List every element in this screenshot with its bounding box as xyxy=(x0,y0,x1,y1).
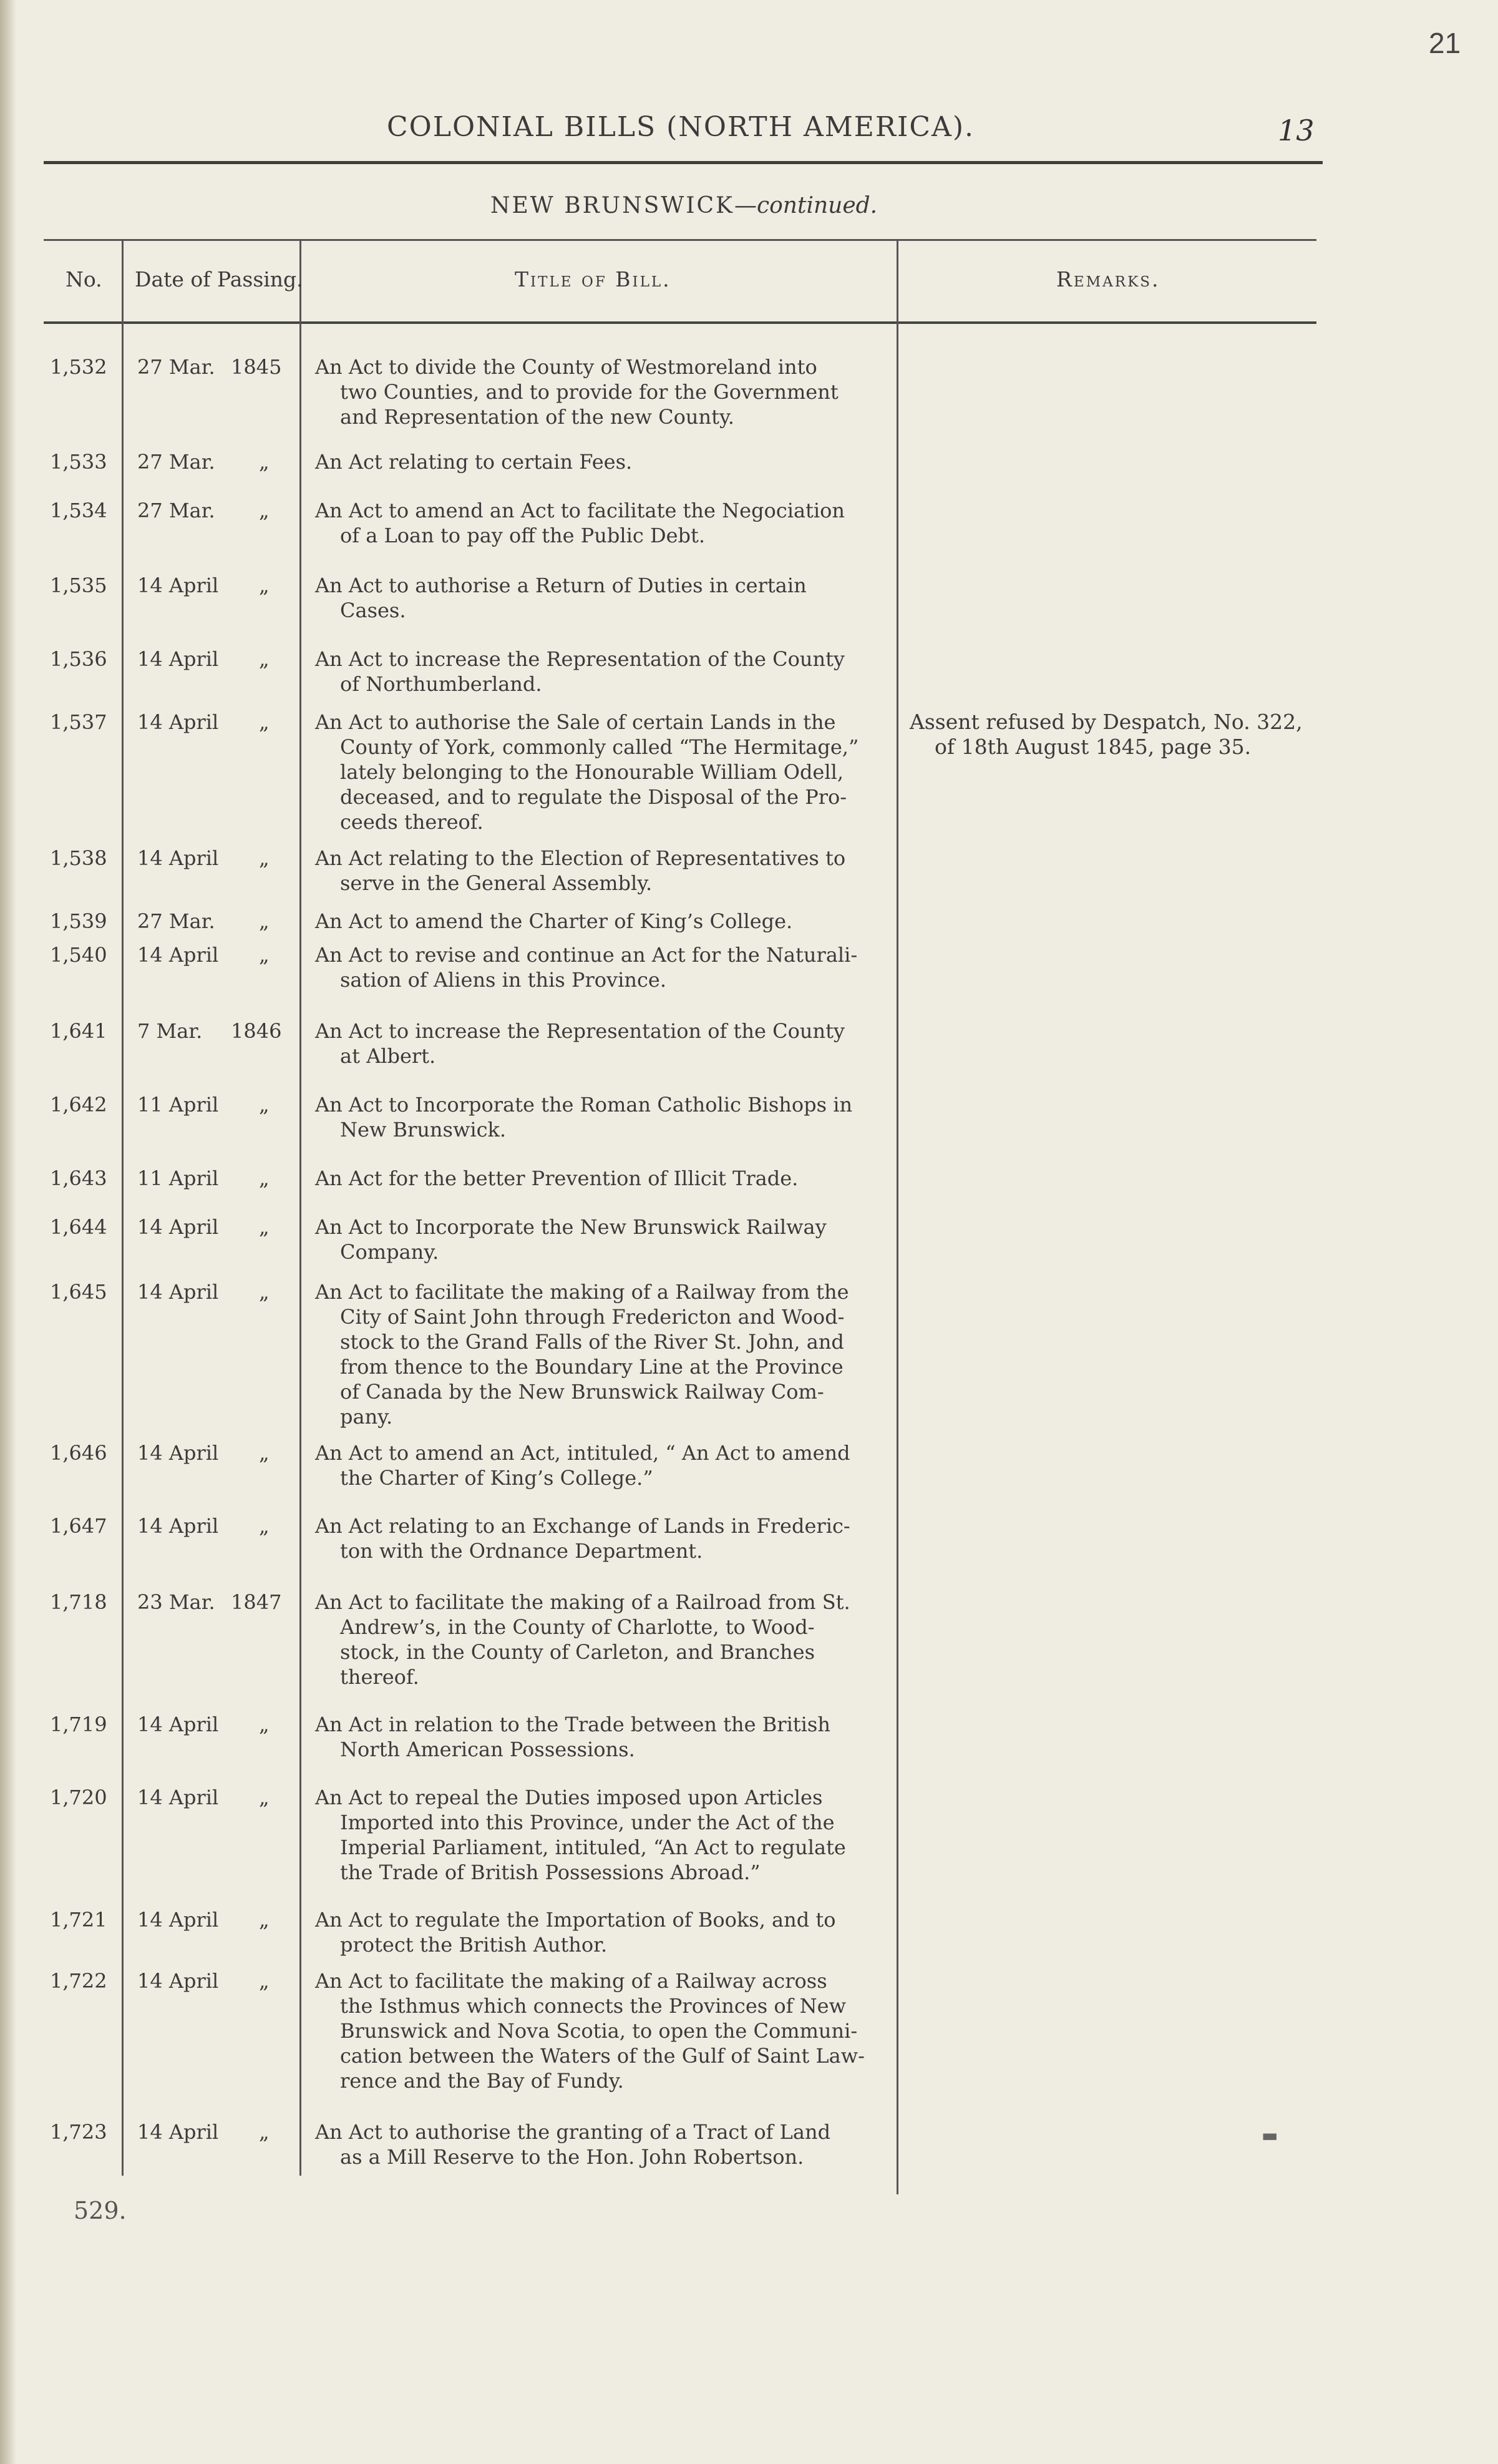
date-of-passing xyxy=(137,1785,287,1810)
date-of-passing xyxy=(137,1590,287,1615)
date-of-passing xyxy=(137,1092,287,1117)
ditto-mark: „ xyxy=(259,909,270,933)
date-day: 14 April xyxy=(137,1969,219,1993)
bill-number: 1,642 xyxy=(50,1093,107,1117)
ditto-mark: „ xyxy=(259,1786,270,1809)
ditto-mark: „ xyxy=(259,1093,270,1117)
ditto-mark: „ xyxy=(259,1713,270,1736)
bill-number: 1,647 xyxy=(50,1514,107,1538)
date-day: 14 April xyxy=(137,846,219,870)
page-binding-edge xyxy=(0,0,16,2464)
bill-title: An Act to authorise the Sale of certain Lands in the County of York, commonly called “The Hermitage,” lately belonging to the Honourable William Odell, deceased, and to regulate the Disposal of the Pro- ceeds thereof. xyxy=(315,710,859,834)
section-suffix: —continued. xyxy=(734,193,878,218)
bill-number: 1,532 xyxy=(50,355,107,379)
header-rule xyxy=(44,161,1323,164)
bill-title: An Act to increase the Representation of the County of Northumberland. xyxy=(315,647,845,696)
bill-number: 1,722 xyxy=(50,1969,107,1993)
date-of-passing xyxy=(137,846,287,871)
folio-number: 13 xyxy=(1278,114,1315,147)
bill-number: 1,721 xyxy=(50,1908,107,1932)
date-day: 14 April xyxy=(137,1713,219,1736)
bill-title: An Act to increase the Representation of the County at Albert. xyxy=(315,1019,845,1068)
date-day: 27 Mar. xyxy=(137,909,215,933)
date-of-passing xyxy=(137,710,287,735)
date-of-passing xyxy=(137,1440,287,1465)
ditto-mark: „ xyxy=(259,846,270,870)
date-of-passing xyxy=(137,1513,287,1538)
date-of-passing xyxy=(137,1019,287,1044)
date-of-passing xyxy=(137,498,287,523)
bill-number: 1,534 xyxy=(50,499,107,522)
bill-title: An Act to amend the Charter of King’s College. xyxy=(315,909,793,933)
date-of-passing xyxy=(137,1166,287,1191)
column-header-date: Date of Passing. xyxy=(135,267,303,291)
ditto-mark: „ xyxy=(259,1908,270,1932)
date-of-passing xyxy=(137,1712,287,1737)
ditto-mark: „ xyxy=(259,710,270,734)
column-header-remarks: Remarks. xyxy=(1056,267,1160,291)
bill-title: An Act relating to an Exchange of Lands in Frederic- ton with the Ordnance Department. xyxy=(315,1514,850,1563)
ditto-mark: „ xyxy=(259,450,270,474)
bill-remark: Assent refused by Despatch, No. 322, of 18th August 1845, page 35. xyxy=(910,710,1303,759)
date-day: 27 Mar. xyxy=(137,355,215,379)
bill-number: 1,718 xyxy=(50,1590,107,1614)
date-year: 1845 xyxy=(231,355,282,379)
bill-number: 1,643 xyxy=(50,1166,107,1190)
date-of-passing xyxy=(137,1279,287,1304)
column-divider-title xyxy=(897,241,898,2194)
bill-title: An Act to divide the County of Westmoreland into two Counties, and to provide for the Government and Representation of the new County. xyxy=(315,355,839,429)
ditto-mark: „ xyxy=(259,1969,270,1993)
date-of-passing xyxy=(137,449,287,474)
bill-title: An Act to repeal the Duties imposed upon Articles Imported into this Province, under the Act of the Imperial Parliament, intituled, “An Act to regulate the Trade of British Possessions Abroad.” xyxy=(315,1786,846,1884)
bill-number: 1,538 xyxy=(50,846,107,870)
section-heading xyxy=(490,193,877,218)
ditto-mark: „ xyxy=(259,647,270,671)
ink-mark: ▬ xyxy=(1262,2125,1278,2146)
date-day: 14 April xyxy=(137,1514,219,1538)
ditto-mark: „ xyxy=(259,1280,270,1304)
date-of-passing xyxy=(137,647,287,672)
column-header-title: Title of Bill. xyxy=(515,267,671,291)
date-of-passing xyxy=(137,1215,287,1239)
date-day: 14 April xyxy=(137,1908,219,1932)
bill-number: 1,533 xyxy=(50,450,107,474)
date-day: 14 April xyxy=(137,647,219,671)
date-of-passing xyxy=(137,909,287,934)
ditto-mark: „ xyxy=(259,1441,270,1465)
column-header-no: No. xyxy=(66,267,102,291)
date-day: 23 Mar. xyxy=(137,1590,215,1614)
running-title: COLONIAL BILLS (NORTH AMERICA). xyxy=(387,111,975,143)
bill-number: 1,646 xyxy=(50,1441,107,1465)
bill-title: An Act to authorise the granting of a Tract of Land as a Mill Reserve to the Hon. John Robertson. xyxy=(315,2120,831,2169)
date-day: 14 April xyxy=(137,1215,219,1239)
bill-title: An Act to regulate the Importation of Books, and to protect the British Author. xyxy=(315,1908,836,1957)
date-day: 11 April xyxy=(137,1166,219,1190)
bill-number: 1,540 xyxy=(50,943,107,967)
bill-title: An Act to authorise a Return of Duties in certain Cases. xyxy=(315,574,807,622)
bill-number: 1,539 xyxy=(50,909,107,933)
corner-page-number: 21 xyxy=(1429,27,1461,59)
bill-number: 1,535 xyxy=(50,574,107,597)
date-day: 7 Mar. xyxy=(137,1019,203,1043)
date-of-passing xyxy=(137,573,287,598)
bill-title: An Act to amend an Act to facilitate the Negociation of a Loan to pay off the Public Debt. xyxy=(315,499,845,547)
bill-number: 1,536 xyxy=(50,647,107,671)
bill-title: An Act to facilitate the making of a Railway from the City of Saint John through Fredericton and Wood- stock to the Grand Falls of the River St. John, and from thence to the Boundary Line at the Province of Canada by the New Brunswick Railway Com- pany. xyxy=(315,1280,849,1429)
date-day: 14 April xyxy=(137,574,219,597)
date-day: 14 April xyxy=(137,1280,219,1304)
bill-title: An Act to facilitate the making of a Railway across the Isthmus which connects the Provinces of New Brunswick and Nova Scotia, to open the Communi- cation between the Waters of the Gulf of Saint Law- rence and the Bay of Fundy. xyxy=(315,1969,865,2093)
bill-title: An Act to facilitate the making of a Railroad from St. Andrew’s, in the County of Charlotte, to Wood- stock, in the County of Carleton, and Branches thereof. xyxy=(315,1590,850,1689)
date-day: 27 Mar. xyxy=(137,450,215,474)
date-day: 27 Mar. xyxy=(137,499,215,522)
date-year: 1847 xyxy=(231,1590,282,1614)
date-day: 14 April xyxy=(137,2120,219,2144)
date-day: 11 April xyxy=(137,1093,219,1117)
table-header-rule xyxy=(44,321,1316,324)
bill-number: 1,719 xyxy=(50,1713,107,1736)
bill-title: An Act to Incorporate the New Brunswick Railway Company. xyxy=(315,1215,827,1264)
date-day: 14 April xyxy=(137,1441,219,1465)
table-top-rule xyxy=(44,239,1316,241)
ditto-mark: „ xyxy=(259,1166,270,1190)
ditto-mark: „ xyxy=(259,1215,270,1239)
date-day: 14 April xyxy=(137,943,219,967)
date-year: 1846 xyxy=(231,1019,282,1043)
bill-title: An Act for the better Prevention of Illicit Trade. xyxy=(315,1166,799,1190)
date-of-passing xyxy=(137,942,287,967)
column-divider-no xyxy=(122,241,124,2176)
bill-number: 1,644 xyxy=(50,1215,107,1239)
bill-number: 1,720 xyxy=(50,1786,107,1809)
date-of-passing xyxy=(137,1907,287,1932)
date-day: 14 April xyxy=(137,710,219,734)
bill-title: An Act relating to the Election of Representatives to serve in the General Assembly. xyxy=(315,846,846,895)
bill-number: 1,723 xyxy=(50,2120,107,2144)
bill-title: An Act to amend an Act, intituled, “ An Act to amend the Charter of King’s College.” xyxy=(315,1441,850,1490)
ditto-mark: „ xyxy=(259,574,270,597)
column-divider-date xyxy=(299,241,301,2176)
date-of-passing xyxy=(137,1968,287,1993)
section-name: NEW BRUNSWICK xyxy=(490,193,734,218)
ditto-mark: „ xyxy=(259,2120,270,2144)
date-of-passing xyxy=(137,2119,287,2144)
ditto-mark: „ xyxy=(259,1514,270,1538)
bill-number: 1,537 xyxy=(50,710,107,734)
ditto-mark: „ xyxy=(259,943,270,967)
bill-title: An Act in relation to the Trade between the British North American Possessions. xyxy=(315,1713,830,1761)
date-of-passing xyxy=(137,354,287,379)
bill-number: 1,645 xyxy=(50,1280,107,1304)
footer-signature: 529. xyxy=(74,2197,127,2224)
bill-title: An Act to revise and continue an Act for the Naturali- sation of Aliens in this Province. xyxy=(315,943,858,992)
bill-title: An Act relating to certain Fees. xyxy=(315,450,633,474)
bill-number: 1,641 xyxy=(50,1019,107,1043)
ditto-mark: „ xyxy=(259,499,270,522)
date-day: 14 April xyxy=(137,1786,219,1809)
bill-title: An Act to Incorporate the Roman Catholic Bishops in New Brunswick. xyxy=(315,1093,853,1142)
